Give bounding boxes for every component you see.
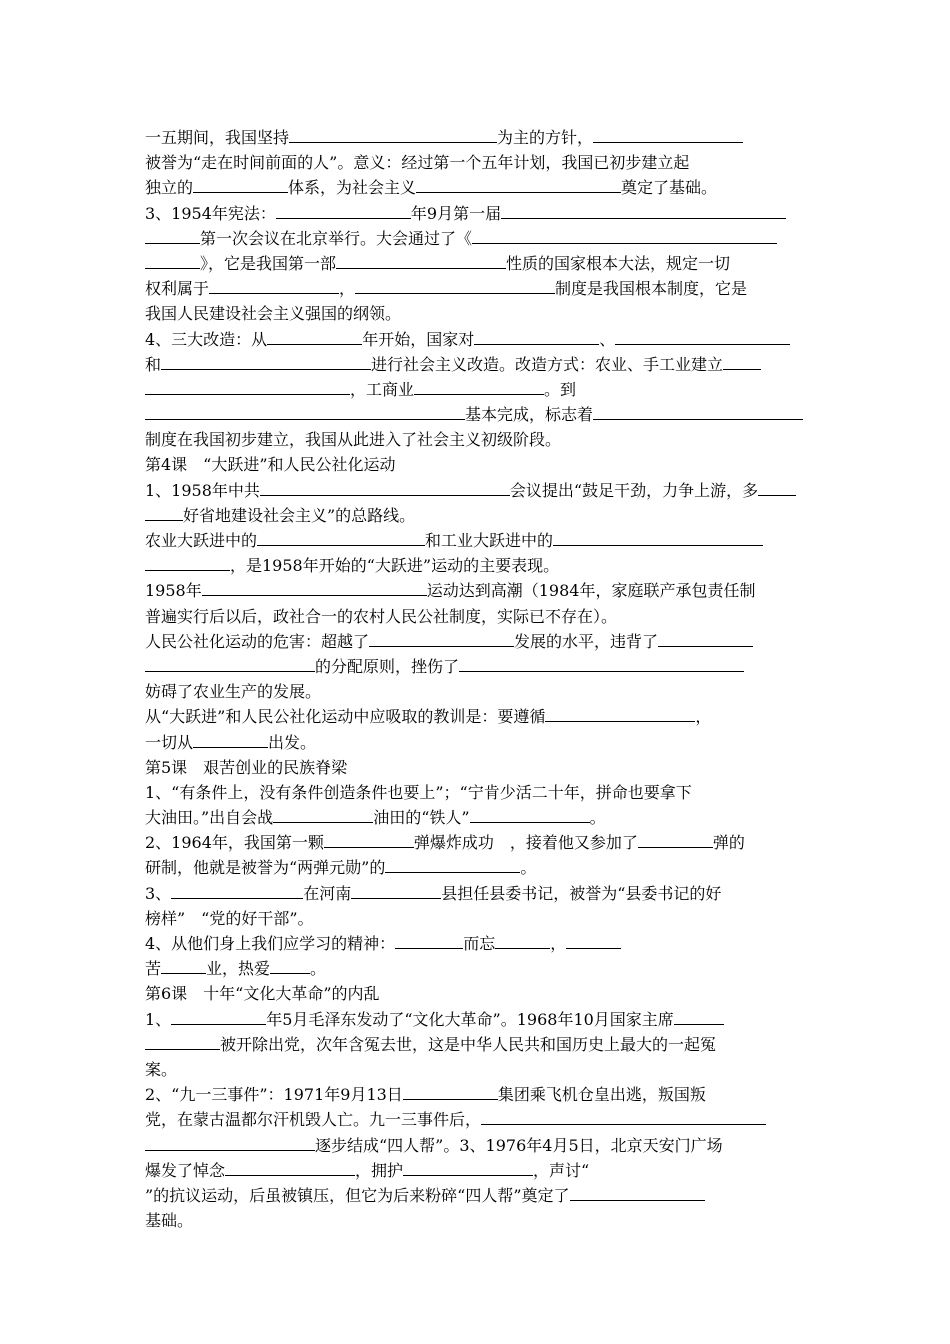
text-line — [145, 1057, 835, 1082]
line-text: 第6课 十年“文化大革命”的内乱 — [145, 984, 380, 1004]
fill-in-blank[interactable] — [351, 881, 441, 899]
text-line — [145, 956, 835, 981]
fill-in-blank[interactable] — [481, 1107, 766, 1125]
text-line — [145, 251, 835, 276]
line-end: 性质的国家根本大法，规定一切 — [506, 253, 731, 273]
fill-in-blank[interactable] — [403, 1082, 498, 1100]
fill-in-blank[interactable] — [193, 175, 288, 193]
line-text: 被誉为“走在时间前面的人”。意义：经过第一个五年计划，我国已初步建立起 — [145, 153, 690, 173]
line-text: 榜样” “党的好干部”。 — [145, 908, 314, 928]
text-line — [145, 402, 835, 427]
fill-in-blank[interactable] — [593, 402, 803, 420]
fill-in-blank[interactable] — [723, 352, 761, 370]
text-line — [145, 427, 835, 452]
line-mid: 集团乘飞机仓皇出逃，叛国叛 — [497, 1085, 706, 1105]
fill-in-blank[interactable] — [193, 730, 268, 748]
line-pre: 人民公社化运动的危害：超越了 — [145, 631, 370, 651]
fill-in-blank[interactable] — [593, 125, 743, 143]
line-end: 县担任县委书记，被誉为“县委书记的好 — [441, 883, 722, 903]
line-end: 弹的 — [712, 833, 745, 853]
fill-in-blank[interactable] — [145, 402, 465, 420]
line-text: 第4课 “大跃进”和人民公社化运动 — [145, 455, 396, 475]
line-mid: 好省地建设社会主义”的总路线。 — [183, 505, 416, 525]
line-mid: 第一次会议在北京举行。大会通过了《 — [200, 228, 473, 248]
text-line — [145, 352, 835, 377]
line-pre: 从“大跃进”和人民公社化运动中应吸取的教训是：要遵循 — [145, 707, 546, 727]
line-pre: 3、 — [145, 883, 172, 903]
fill-in-blank[interactable] — [145, 503, 183, 521]
fill-in-blank[interactable] — [270, 956, 310, 974]
text-line — [145, 780, 835, 805]
line-mid: 会议提出“鼓足干劲，力争上游，多 — [509, 480, 759, 500]
fill-in-blank[interactable] — [202, 578, 427, 596]
line-pre: 农业大跃进中的 — [145, 531, 258, 550]
line-end: ，声讨“ — [533, 1160, 590, 1180]
line-mid: 而忘 — [463, 934, 496, 953]
text-line — [145, 1007, 835, 1032]
fill-in-blank[interactable] — [414, 377, 544, 395]
text-line — [145, 1032, 835, 1057]
fill-in-blank[interactable] — [171, 1007, 266, 1025]
text-line — [145, 1158, 835, 1183]
line-end: 。 — [310, 959, 327, 979]
fill-in-blank[interactable] — [472, 226, 777, 244]
text-line — [145, 704, 835, 729]
line-pre: 1、1958年中共 — [145, 480, 260, 500]
line-mid: 基本完成，标志着 — [465, 405, 594, 425]
line-pre: 2、1964年，我国第一颗 — [145, 833, 324, 853]
line-mid: 和工业大跃进中的 — [425, 531, 554, 550]
text-line — [145, 528, 835, 553]
fill-in-blank[interactable] — [161, 352, 371, 370]
text-line — [145, 125, 835, 150]
section-heading — [145, 755, 835, 780]
fill-in-blank[interactable] — [674, 1007, 724, 1025]
line-text: 制度在我国初步建立，我国从此进入了社会主义初级阶段。 — [145, 430, 562, 450]
line-mid: 发展的水平，违背了 — [514, 631, 659, 651]
fill-in-blank[interactable] — [658, 629, 753, 647]
fill-in-blank[interactable] — [395, 931, 463, 949]
line-mid: 年5月毛泽东发动了“文化大革命”。1968年10月国家主席 — [266, 1009, 674, 1029]
fill-in-blank[interactable] — [553, 528, 763, 546]
fill-in-blank[interactable] — [355, 276, 555, 294]
line-end: 。到 — [544, 379, 577, 399]
fill-in-blank[interactable] — [403, 1158, 533, 1176]
text-line — [145, 906, 835, 931]
line-text: 我国人民建设社会主义强国的纲领。 — [145, 304, 402, 324]
fill-in-blank[interactable] — [145, 226, 200, 244]
fill-in-blank[interactable] — [276, 201, 411, 219]
text-line — [145, 226, 835, 251]
line-end: 、 — [599, 329, 616, 349]
fill-in-blank[interactable] — [267, 327, 362, 345]
text-line — [145, 478, 835, 503]
line-pre: 1958年 — [145, 581, 202, 601]
line-pre: 苦 — [145, 959, 162, 979]
fill-in-blank[interactable] — [209, 276, 339, 294]
line-mid: 的分配原则，挫伤了 — [315, 656, 460, 676]
fill-in-blank[interactable] — [260, 478, 510, 496]
line-mid: ，工商业 — [350, 379, 415, 399]
line-end: 制度是我国根本制度，它是 — [555, 279, 748, 299]
fill-in-blank[interactable] — [145, 553, 230, 571]
fill-in-blank[interactable] — [501, 201, 786, 219]
text-line — [145, 1107, 835, 1132]
line-text: 1、“有条件上，没有条件创造条件也要上”；“宁肯少活二十年，拼命也要拿下 — [145, 782, 692, 802]
text-line — [145, 1183, 835, 1208]
text-line — [145, 578, 835, 603]
text-line — [145, 553, 835, 578]
text-line — [145, 503, 835, 528]
fill-in-blank[interactable] — [171, 881, 303, 899]
line-text: 案。 — [145, 1059, 178, 1079]
text-line — [145, 931, 835, 956]
text-line — [145, 805, 835, 830]
fill-in-blank[interactable] — [416, 175, 621, 193]
text-line — [145, 730, 835, 755]
line-end: ， — [550, 934, 567, 953]
fill-in-blank[interactable] — [145, 251, 200, 269]
line-pre: ”的抗议运动，后虽被镇压，但它为后来粉碎“四人帮”奠定了 — [145, 1185, 570, 1205]
line-mid: 为主的方针， — [497, 128, 594, 147]
line-mid: 业，热爱 — [206, 959, 271, 979]
text-line — [145, 301, 835, 326]
line-text: 基础。 — [145, 1211, 194, 1231]
fill-in-blank[interactable] — [289, 125, 497, 143]
text-line — [145, 201, 835, 226]
line-pre: 党，在蒙古温都尔汗机毁人亡。九一三事件后， — [145, 1110, 482, 1130]
line-mid: ， — [695, 707, 712, 727]
text-line — [145, 830, 835, 855]
text-line — [145, 629, 835, 654]
fill-in-blank[interactable] — [257, 528, 425, 546]
text-line — [145, 654, 835, 679]
line-mid: 年9月第一届 — [410, 203, 502, 223]
line-pre: 独立的 — [145, 178, 194, 198]
line-text: 第5课 艰苦创业的民族脊梁 — [145, 757, 348, 777]
line-mid: 》，它是我国第一部 — [200, 253, 337, 273]
fill-in-blank[interactable] — [758, 478, 796, 496]
fill-in-blank[interactable] — [459, 654, 744, 672]
line-pre: 一五期间，我国坚持 — [145, 128, 290, 147]
fill-in-blank[interactable] — [495, 931, 550, 949]
section-heading — [145, 452, 835, 477]
line-mid: ，是1958年开始的“大跃进”运动的主要表现。 — [230, 556, 560, 576]
fill-in-blank[interactable] — [161, 956, 206, 974]
line-pre: 爆发了悼念 — [145, 1160, 226, 1180]
line-pre: 权利属于 — [145, 279, 210, 299]
line-mid: 进行社会主义改造。改造方式：农业、手工业建立 — [371, 354, 724, 374]
document-page — [145, 125, 835, 1233]
line-mid: 体系，为社会主义 — [288, 178, 417, 198]
line-mid: 油田的“铁人” — [373, 808, 470, 828]
fill-in-blank[interactable] — [324, 830, 414, 848]
fill-in-blank[interactable] — [474, 327, 599, 345]
line-end: 。 — [589, 808, 606, 828]
line-mid: 年开始，国家对 — [362, 329, 475, 349]
line-mid: 在河南 — [303, 883, 352, 903]
line-text: 妨碍了农业生产的发展。 — [145, 682, 322, 702]
line-pre: 2、“九一三事件”：1971年9月13日 — [145, 1085, 403, 1105]
fill-in-blank[interactable] — [369, 629, 514, 647]
line-mid: 弹爆炸成功 ，接着他又参加了 — [413, 833, 638, 853]
line-mid: ， — [339, 279, 356, 299]
line-mid: 出发。 — [268, 732, 317, 752]
line-pre: 大油田。”出自会战 — [145, 808, 274, 828]
fill-in-blank[interactable] — [638, 830, 713, 848]
line-mid: 运动达到高潮（1984年，家庭联产承包责任制 — [426, 581, 756, 601]
fill-in-blank[interactable] — [615, 327, 790, 345]
text-line — [145, 276, 835, 301]
text-line — [145, 1208, 835, 1233]
line-mid: 。 — [520, 858, 537, 878]
fill-in-blank[interactable] — [566, 931, 621, 949]
fill-in-blank[interactable] — [273, 805, 373, 823]
line-pre: 4、三大改造：从 — [145, 329, 268, 349]
text-line — [145, 881, 835, 906]
line-mid: ，拥护 — [355, 1160, 404, 1180]
fill-in-blank[interactable] — [336, 251, 506, 269]
fill-in-blank[interactable] — [225, 1158, 355, 1176]
text-line — [145, 855, 835, 880]
fill-in-blank[interactable] — [470, 805, 590, 823]
text-line — [145, 679, 835, 704]
text-line — [145, 327, 835, 352]
fill-in-blank[interactable] — [385, 855, 520, 873]
text-line — [145, 1082, 835, 1107]
fill-in-blank[interactable] — [145, 377, 350, 395]
line-pre: 1、 — [145, 1009, 172, 1029]
line-pre: 4、从他们身上我们应学习的精神： — [145, 934, 396, 953]
text-line — [145, 604, 835, 629]
section-heading — [145, 981, 835, 1006]
line-mid: 被开除出党，次年含冤去世，这是中华人民共和国历史上最大的一起冤 — [220, 1034, 717, 1054]
fill-in-blank[interactable] — [570, 1183, 705, 1201]
line-text: 普遍实行后以后，政社合一的农村人民公社制度，实际已不存在）。 — [145, 606, 618, 626]
line-end: 奠定了基础。 — [621, 178, 718, 198]
fill-in-blank[interactable] — [145, 654, 315, 672]
fill-in-blank[interactable] — [545, 704, 695, 722]
line-mid: 逐步结成“四人帮”。3、1976年4月5日，北京天安门广场 — [315, 1135, 723, 1155]
fill-in-blank[interactable] — [145, 1032, 220, 1050]
line-pre: 一切从 — [145, 732, 194, 752]
text-line — [145, 377, 835, 402]
line-pre: 和 — [145, 354, 162, 374]
line-pre: 研制，他就是被誉为“两弹元勋”的 — [145, 858, 386, 878]
fill-in-blank[interactable] — [145, 1133, 315, 1151]
text-line — [145, 175, 835, 200]
text-line — [145, 1133, 835, 1158]
text-line — [145, 150, 835, 175]
line-pre: 3、1954年宪法： — [145, 203, 276, 223]
